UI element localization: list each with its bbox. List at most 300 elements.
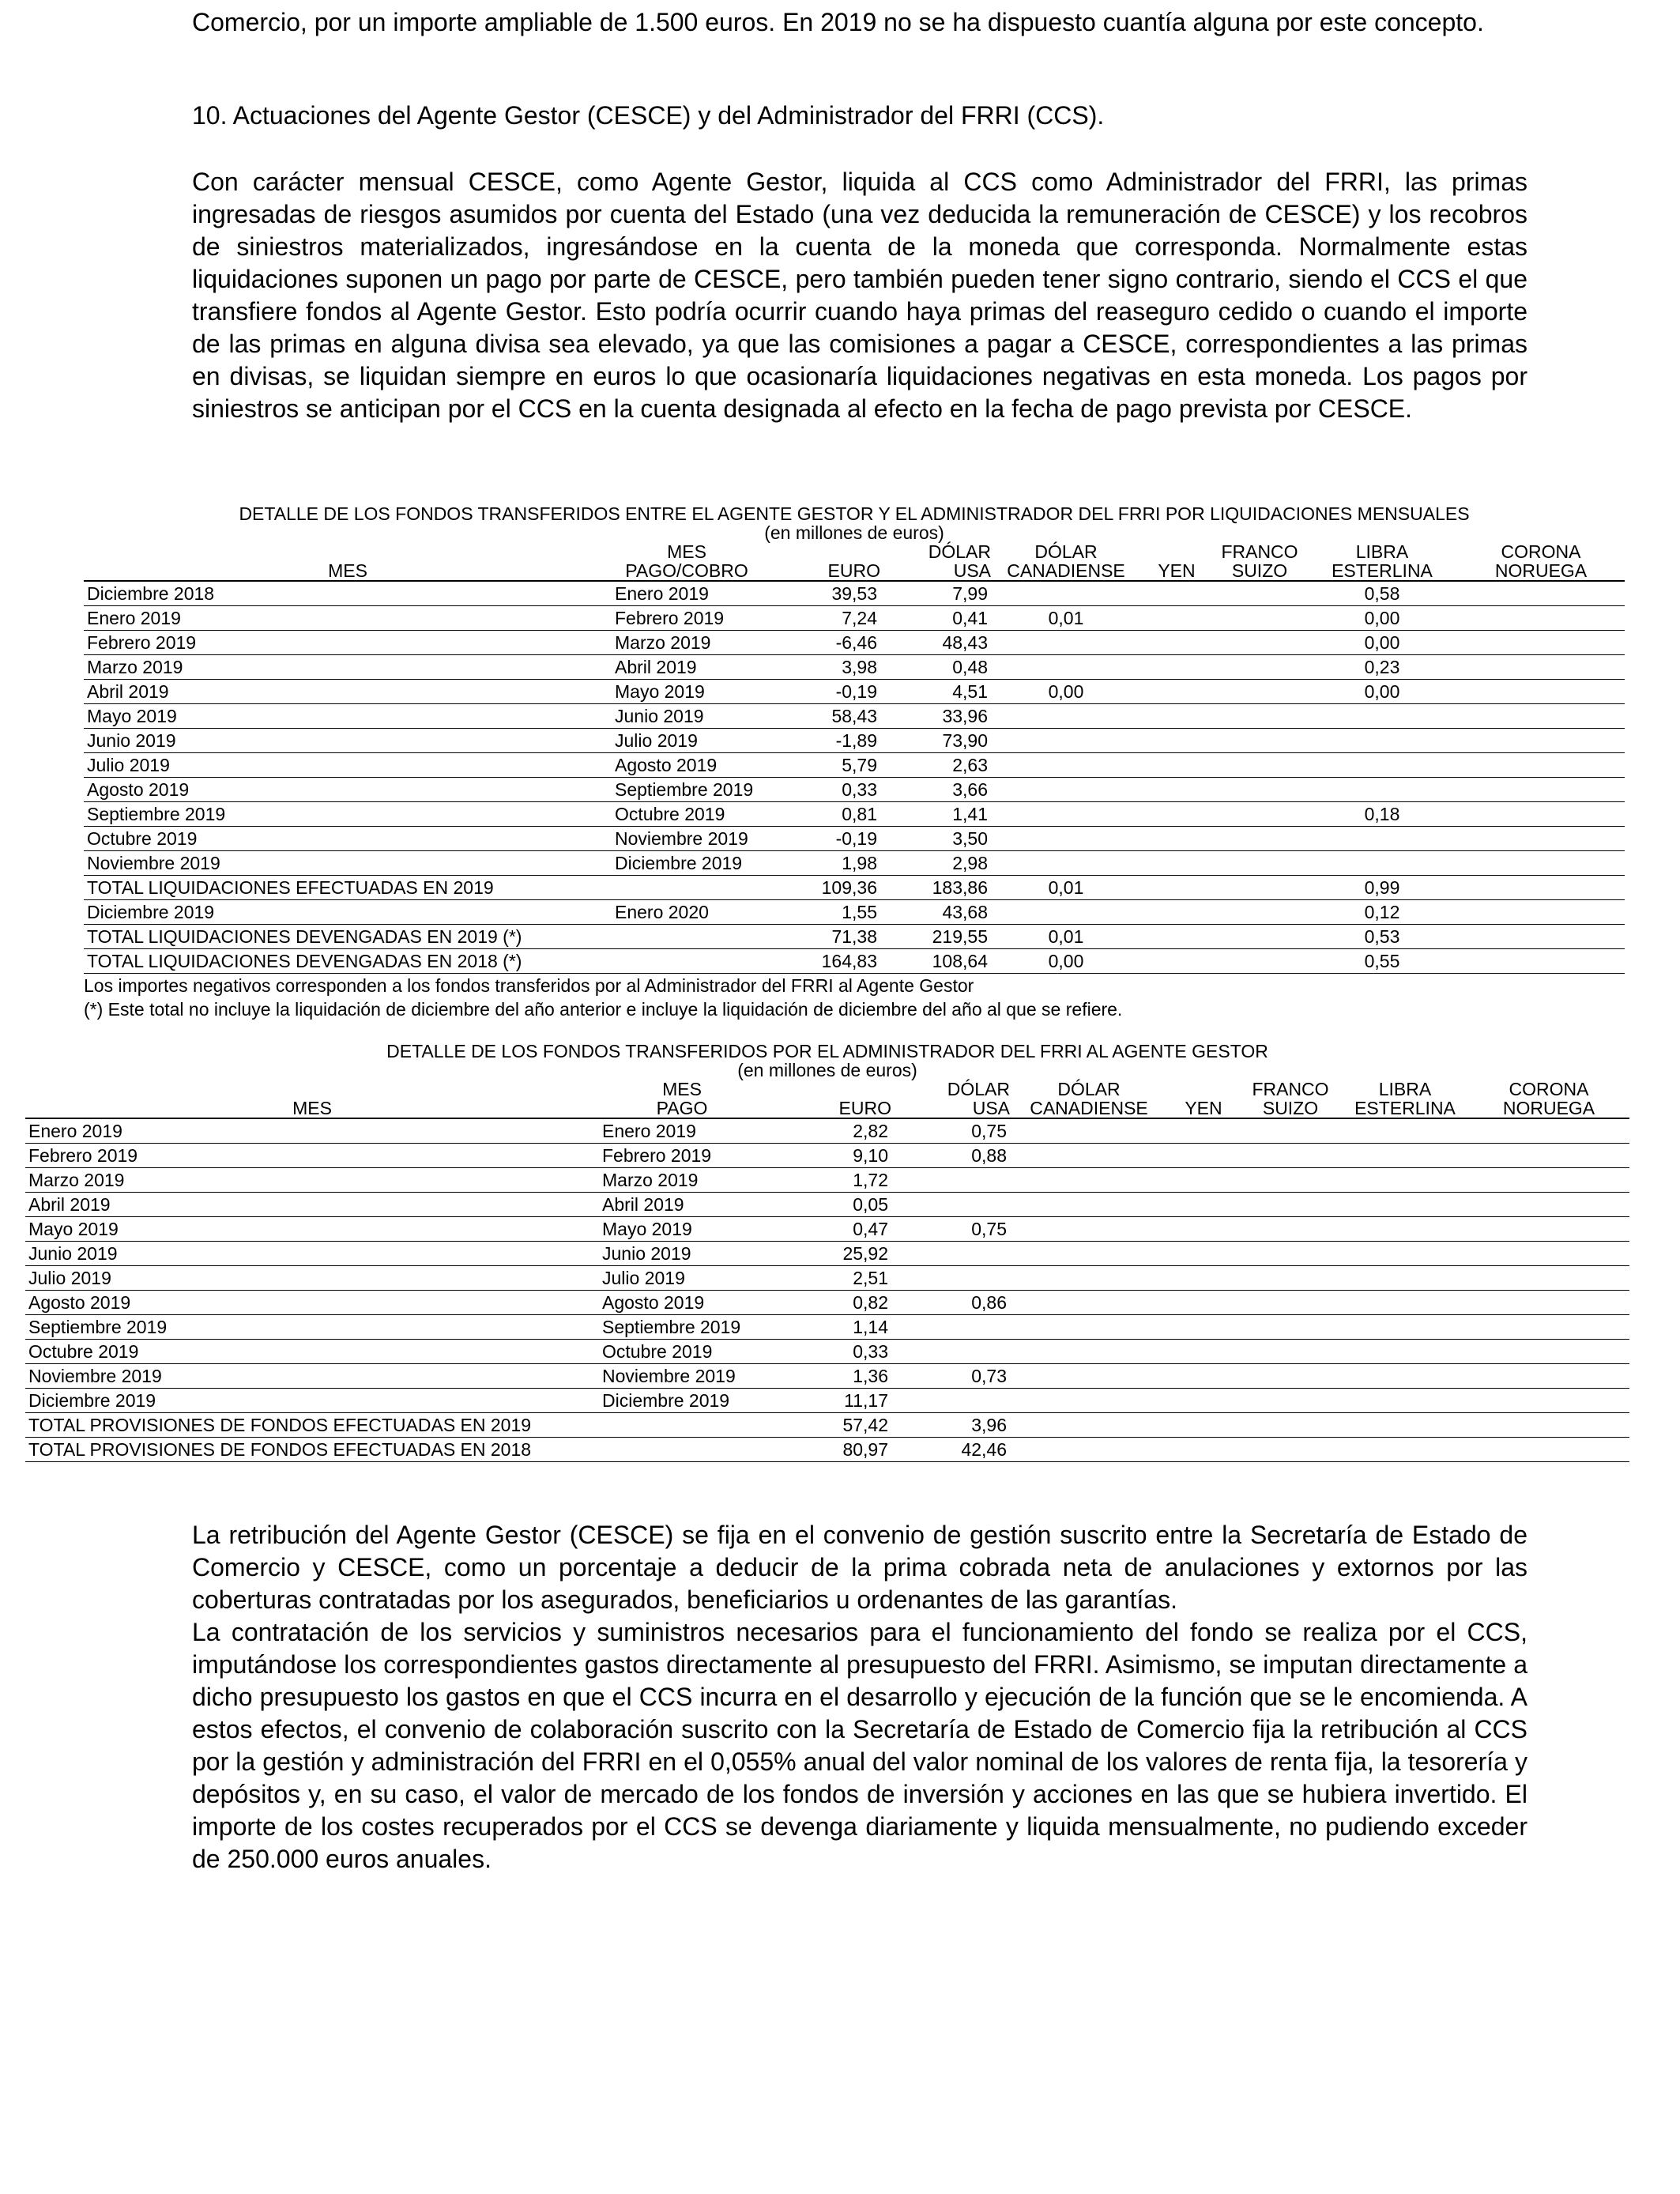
t1-cell-euro: -0,19: [762, 827, 880, 851]
t1-cell-libra-esterlina: [1307, 704, 1457, 729]
t1-cell-mes-pago: [612, 925, 762, 949]
t1-cell-corona-noruega: [1457, 949, 1625, 974]
t1-cell-mes: Enero 2019: [84, 606, 612, 631]
t1-cell-yen: [1141, 581, 1212, 606]
section-heading: 10. Actuaciones del Agente Gestor (CESCE) y del Administrador del FRRI (CCS).: [192, 101, 1105, 130]
table-row: [25, 1144, 1629, 1168]
table-1-grid: [84, 542, 1625, 974]
t2-cell-dolar-usa: 0,75: [891, 1217, 1010, 1242]
t2-cell-corona-noruega: [1468, 1315, 1629, 1340]
t1-cell-mes-pago: Abril 2019: [612, 655, 762, 680]
t1-cell-franco-suizo: [1212, 802, 1307, 827]
t1-cell-libra-esterlina: [1307, 778, 1457, 802]
t1-cell-dolar-usa: 0,41: [880, 606, 991, 631]
t2-cell-yen: [1168, 1315, 1239, 1340]
t1-cell-dolar-canadiense: [991, 753, 1141, 778]
table-row: [25, 1389, 1629, 1413]
t1-cell-dolar-canadiense: [991, 802, 1141, 827]
table-row: [25, 1168, 1629, 1193]
t1-cell-mes: Abril 2019: [84, 680, 612, 704]
t2-cell-dolar-usa: [891, 1266, 1010, 1291]
t2-cell-corona-noruega: [1468, 1193, 1629, 1217]
table-row: [25, 1315, 1629, 1340]
t1-cell-euro: 0,81: [762, 802, 880, 827]
t1-cell-euro: 71,38: [762, 925, 880, 949]
t1-cell-corona-noruega: [1457, 900, 1625, 925]
t2-cell-euro: 25,92: [765, 1242, 891, 1266]
t2-cell-mes: Mayo 2019: [25, 1217, 599, 1242]
table-row: [25, 1340, 1629, 1364]
t2-cell-yen: [1168, 1389, 1239, 1413]
t2-cell-mes: Octubre 2019: [25, 1340, 599, 1364]
t1-cell-yen: [1141, 949, 1212, 974]
th2-corona-2: NORUEGA: [1468, 1099, 1629, 1118]
table-row: [84, 606, 1625, 631]
t1-cell-mes-pago: Noviembre 2019: [612, 827, 762, 851]
t1-cell-dolar-usa: 2,98: [880, 851, 991, 876]
table-1: [84, 504, 1625, 1021]
t2-cell-mes-pago: Julio 2019: [599, 1266, 765, 1291]
t2-cell-dolar-canadiense: [1010, 1217, 1168, 1242]
t1-cell-mes-pago: Junio 2019: [612, 704, 762, 729]
t2-cell-mes-pago: Febrero 2019: [599, 1144, 765, 1168]
t2-cell-dolar-canadiense: [1010, 1315, 1168, 1340]
th2-mes: MES: [25, 1099, 599, 1118]
t1-cell-euro: 109,36: [762, 876, 880, 900]
t1-cell-corona-noruega: [1457, 827, 1625, 851]
t1-cell-euro: 3,98: [762, 655, 880, 680]
t2-cell-mes-pago: Agosto 2019: [599, 1291, 765, 1315]
t1-cell-mes-pago: Octubre 2019: [612, 802, 762, 827]
t1-cell-yen: [1141, 900, 1212, 925]
table-row: [84, 581, 1625, 606]
t1-cell-dolar-usa: 4,51: [880, 680, 991, 704]
t1-cell-yen: [1141, 631, 1212, 655]
closing-paragraph-2: La contratación de los servicios y suministros necesarios para el funcionamiento del fondo se realiza por el CCS, imputándose los correspondientes gastos directamente al presupuesto del FRRI. Asimismo, se imputan directamente a dicho presupuesto los gastos en que el CCS incurra en el desarrollo y ejecución de la función que se le encomienda. A estos efectos, el convenio de colaboración suscrito con la Secretaría de Estado de Comercio fija la retribución al CCS por la gestión y administración del FRRI en el 0,055% anual del valor nominal de los valores de renta fija, la tesorería y depósitos y, en su caso, el valor de mercado de los fondos de inversión y acciones en las que se hubiera invertido. El importe de los costes recuperados por el CCS se devenga diariamente y liquida mensualmente, no pudiendo exceder de 250.000 euros anuales.: [192, 1618, 1527, 1873]
t2-cell-corona-noruega: [1468, 1118, 1629, 1144]
t2-cell-mes: Julio 2019: [25, 1266, 599, 1291]
t2-cell-dolar-canadiense: [1010, 1118, 1168, 1144]
t2-cell-dolar-canadiense: [1010, 1266, 1168, 1291]
table-row: [25, 1438, 1629, 1462]
table-row: [84, 827, 1625, 851]
t1-cell-dolar-canadiense: [991, 900, 1141, 925]
t2-cell-yen: [1168, 1168, 1239, 1193]
t2-cell-mes: Abril 2019: [25, 1193, 599, 1217]
t1-cell-mes: Diciembre 2019: [84, 900, 612, 925]
t1-cell-dolar-canadiense: [991, 851, 1141, 876]
t2-cell-libra-esterlina: [1342, 1364, 1468, 1389]
t2-cell-dolar-usa: [891, 1242, 1010, 1266]
t2-cell-dolar-usa: [891, 1315, 1010, 1340]
t2-cell-dolar-usa: [891, 1340, 1010, 1364]
t1-cell-dolar-canadiense: [991, 704, 1141, 729]
t1-cell-mes-pago: Enero 2019: [612, 581, 762, 606]
table-row: [25, 1291, 1629, 1315]
t2-cell-libra-esterlina: [1342, 1389, 1468, 1413]
th2-yen: YEN: [1168, 1099, 1239, 1118]
t2-cell-euro: 0,82: [765, 1291, 891, 1315]
t2-cell-dolar-usa: [891, 1168, 1010, 1193]
table-row: [84, 802, 1625, 827]
t2-cell-franco-suizo: [1239, 1389, 1342, 1413]
t1-cell-libra-esterlina: 0,23: [1307, 655, 1457, 680]
t1-cell-mes: Diciembre 2018: [84, 581, 612, 606]
t2-cell-mes-pago: Diciembre 2019: [599, 1389, 765, 1413]
t2-cell-euro: 57,42: [765, 1413, 891, 1438]
t1-cell-libra-esterlina: [1307, 851, 1457, 876]
closing-paragraph-1: La retribución del Agente Gestor (CESCE) se fija en el convenio de gestión suscrito entre la Secretaría de Estado de Comercio y CESCE, como un porcentaje a deducir de la prima cobrada neta de anulaciones y extornos por las coberturas contratadas por los asegurados, beneficiarios u ordenantes de las garantías.: [192, 1521, 1527, 1614]
t1-cell-yen: [1141, 851, 1212, 876]
table-row: [84, 704, 1625, 729]
t1-cell-mes-pago: Septiembre 2019: [612, 778, 762, 802]
t2-cell-franco-suizo: [1239, 1242, 1342, 1266]
t1-cell-dolar-canadiense: [991, 655, 1141, 680]
t2-cell-dolar-canadiense: [1010, 1168, 1168, 1193]
t2-cell-mes: Febrero 2019: [25, 1144, 599, 1168]
t1-cell-libra-esterlina: 0,00: [1307, 606, 1457, 631]
table-row: [25, 1217, 1629, 1242]
table-row: [25, 1193, 1629, 1217]
t1-cell-franco-suizo: [1212, 581, 1307, 606]
t2-cell-euro: 0,33: [765, 1340, 891, 1364]
th2-dolar-can-1: DÓLAR: [1057, 1079, 1121, 1099]
t2-cell-mes-pago: Noviembre 2019: [599, 1364, 765, 1389]
t2-cell-euro: 0,47: [765, 1217, 891, 1242]
t2-cell-franco-suizo: [1239, 1340, 1342, 1364]
t1-cell-dolar-usa: 43,68: [880, 900, 991, 925]
table-2-grid: [25, 1080, 1629, 1462]
th-libra-1: LIBRA: [1355, 541, 1409, 562]
th2-mes-pago-2: PAGO: [599, 1099, 765, 1118]
t2-cell-dolar-canadiense: [1010, 1364, 1168, 1389]
t1-cell-corona-noruega: [1457, 655, 1625, 680]
t2-cell-mes: Agosto 2019: [25, 1291, 599, 1315]
table-row: [84, 680, 1625, 704]
th-franco-2: SUIZO: [1212, 561, 1307, 581]
t1-cell-dolar-usa: 3,50: [880, 827, 991, 851]
t2-cell-mes-pago: Septiembre 2019: [599, 1315, 765, 1340]
t1-cell-libra-esterlina: 0,58: [1307, 581, 1457, 606]
th2-libra-1: LIBRA: [1378, 1079, 1432, 1099]
t1-cell-euro: -1,89: [762, 729, 880, 753]
t2-cell-franco-suizo: [1239, 1168, 1342, 1193]
t1-cell-dolar-usa: 73,90: [880, 729, 991, 753]
t2-cell-franco-suizo: [1239, 1118, 1342, 1144]
t1-cell-yen: [1141, 606, 1212, 631]
t1-cell-yen: [1141, 655, 1212, 680]
t2-cell-franco-suizo: [1239, 1438, 1342, 1462]
t1-cell-franco-suizo: [1212, 876, 1307, 900]
t1-cell-franco-suizo: [1212, 925, 1307, 949]
t1-cell-dolar-canadiense: 0,00: [991, 949, 1141, 974]
table-row: [84, 778, 1625, 802]
t2-cell-franco-suizo: [1239, 1413, 1342, 1438]
t1-cell-mes: Septiembre 2019: [84, 802, 612, 827]
t1-cell-yen: [1141, 778, 1212, 802]
t2-cell-yen: [1168, 1438, 1239, 1462]
t1-cell-dolar-usa: 3,66: [880, 778, 991, 802]
t1-cell-libra-esterlina: [1307, 729, 1457, 753]
t2-cell-corona-noruega: [1468, 1340, 1629, 1364]
t2-cell-euro: 80,97: [765, 1438, 891, 1462]
table-2-subtitle: (en millones de euros): [737, 1060, 917, 1080]
t1-cell-mes: Mayo 2019: [84, 704, 612, 729]
th-mes-pago-1: MES: [667, 541, 706, 562]
t2-cell-libra-esterlina: [1342, 1168, 1468, 1193]
t2-cell-yen: [1168, 1193, 1239, 1217]
t2-cell-franco-suizo: [1239, 1193, 1342, 1217]
t1-cell-dolar-usa: 33,96: [880, 704, 991, 729]
t1-cell-yen: [1141, 802, 1212, 827]
t2-cell-libra-esterlina: [1342, 1144, 1468, 1168]
t1-cell-libra-esterlina: 0,99: [1307, 876, 1457, 900]
t1-cell-euro: 7,24: [762, 606, 880, 631]
t2-cell-mes-pago: Mayo 2019: [599, 1217, 765, 1242]
table-row: [84, 925, 1625, 949]
t1-cell-franco-suizo: [1212, 606, 1307, 631]
t1-cell-dolar-canadiense: 0,00: [991, 680, 1141, 704]
t1-cell-libra-esterlina: [1307, 753, 1457, 778]
t2-cell-dolar-canadiense: [1010, 1242, 1168, 1266]
table-row: [25, 1364, 1629, 1389]
th-yen: YEN: [1141, 561, 1212, 581]
t1-cell-euro: 0,33: [762, 778, 880, 802]
t2-cell-mes-pago: [599, 1413, 765, 1438]
t1-cell-euro: -6,46: [762, 631, 880, 655]
t1-cell-dolar-usa: 183,86: [880, 876, 991, 900]
table-row: [25, 1413, 1629, 1438]
t2-cell-corona-noruega: [1468, 1168, 1629, 1193]
t2-cell-euro: 1,36: [765, 1364, 891, 1389]
t2-cell-libra-esterlina: [1342, 1340, 1468, 1364]
table-row: [84, 631, 1625, 655]
th-libra-2: ESTERLINA: [1307, 561, 1457, 581]
t2-cell-libra-esterlina: [1342, 1242, 1468, 1266]
th2-euro: EURO: [765, 1099, 891, 1118]
t1-cell-mes: Noviembre 2019: [84, 851, 612, 876]
t2-cell-yen: [1168, 1118, 1239, 1144]
t1-cell-dolar-canadiense: 0,01: [991, 606, 1141, 631]
t2-cell-libra-esterlina: [1342, 1118, 1468, 1144]
th2-franco-1: FRANCO: [1252, 1079, 1329, 1099]
th-dolar-usa-1: DÓLAR: [928, 541, 991, 562]
t1-cell-corona-noruega: [1457, 778, 1625, 802]
t2-cell-dolar-usa: [891, 1389, 1010, 1413]
t2-cell-yen: [1168, 1340, 1239, 1364]
t2-cell-dolar-usa: 42,46: [891, 1438, 1010, 1462]
t2-cell-corona-noruega: [1468, 1413, 1629, 1438]
t2-cell-mes: Noviembre 2019: [25, 1364, 599, 1389]
t1-cell-dolar-usa: 48,43: [880, 631, 991, 655]
t1-cell-corona-noruega: [1457, 581, 1625, 606]
t1-cell-dolar-usa: 0,48: [880, 655, 991, 680]
t1-cell-libra-esterlina: 0,53: [1307, 925, 1457, 949]
t2-cell-dolar-usa: 0,75: [891, 1118, 1010, 1144]
t2-cell-franco-suizo: [1239, 1315, 1342, 1340]
t1-cell-mes: Agosto 2019: [84, 778, 612, 802]
t2-cell-libra-esterlina: [1342, 1438, 1468, 1462]
table-row: [25, 1242, 1629, 1266]
t1-cell-mes: Marzo 2019: [84, 655, 612, 680]
t2-cell-yen: [1168, 1217, 1239, 1242]
t1-cell-dolar-canadiense: [991, 631, 1141, 655]
t1-cell-dolar-canadiense: 0,01: [991, 925, 1141, 949]
t2-cell-mes: Junio 2019: [25, 1242, 599, 1266]
t1-cell-euro: 58,43: [762, 704, 880, 729]
t2-cell-corona-noruega: [1468, 1291, 1629, 1315]
t1-cell-mes-pago: Julio 2019: [612, 729, 762, 753]
t1-cell-franco-suizo: [1212, 631, 1307, 655]
table-row: [25, 1118, 1629, 1144]
t1-cell-corona-noruega: [1457, 729, 1625, 753]
t2-cell-dolar-canadiense: [1010, 1144, 1168, 1168]
t2-cell-euro: 0,05: [765, 1193, 891, 1217]
t1-cell-dolar-usa: 108,64: [880, 949, 991, 974]
t2-cell-mes-pago: [599, 1438, 765, 1462]
t1-cell-mes-pago: Agosto 2019: [612, 753, 762, 778]
t1-cell-mes-pago: Mayo 2019: [612, 680, 762, 704]
table-2-title: DETALLE DE LOS FONDOS TRANSFERIDOS POR EL ADMINISTRADOR DEL FRRI AL AGENTE GESTOR: [386, 1041, 1268, 1061]
t1-cell-corona-noruega: [1457, 753, 1625, 778]
t2-cell-euro: 2,51: [765, 1266, 891, 1291]
t2-cell-corona-noruega: [1468, 1144, 1629, 1168]
table-row: [84, 655, 1625, 680]
t2-cell-mes-pago: Junio 2019: [599, 1242, 765, 1266]
t2-cell-yen: [1168, 1364, 1239, 1389]
th2-franco-2: SUIZO: [1239, 1099, 1342, 1118]
t2-cell-dolar-usa: [891, 1193, 1010, 1217]
t2-cell-libra-esterlina: [1342, 1413, 1468, 1438]
t1-cell-yen: [1141, 729, 1212, 753]
t2-cell-dolar-canadiense: [1010, 1193, 1168, 1217]
t1-cell-franco-suizo: [1212, 851, 1307, 876]
t2-cell-yen: [1168, 1242, 1239, 1266]
th2-dolar-usa-2: USA: [891, 1099, 1010, 1118]
t1-cell-euro: 164,83: [762, 949, 880, 974]
t2-cell-mes-pago: Octubre 2019: [599, 1340, 765, 1364]
th-dolar-can-2: CANADIENSE: [991, 561, 1141, 581]
t2-cell-mes: Marzo 2019: [25, 1168, 599, 1193]
t1-cell-mes: TOTAL LIQUIDACIONES EFECTUADAS EN 2019: [84, 876, 612, 900]
t2-cell-dolar-canadiense: [1010, 1438, 1168, 1462]
t2-cell-libra-esterlina: [1342, 1217, 1468, 1242]
t1-cell-dolar-canadiense: 0,01: [991, 876, 1141, 900]
t2-cell-mes: TOTAL PROVISIONES DE FONDOS EFECTUADAS EN 2018: [25, 1438, 599, 1462]
t1-cell-dolar-canadiense: [991, 827, 1141, 851]
t2-cell-yen: [1168, 1266, 1239, 1291]
t2-cell-yen: [1168, 1413, 1239, 1438]
t1-cell-mes-pago: Diciembre 2019: [612, 851, 762, 876]
table-2: [25, 1042, 1629, 1462]
t2-cell-euro: 2,82: [765, 1118, 891, 1144]
t2-cell-euro: 1,14: [765, 1315, 891, 1340]
t1-cell-franco-suizo: [1212, 900, 1307, 925]
t1-cell-mes: TOTAL LIQUIDACIONES DEVENGADAS EN 2018 (*): [84, 949, 612, 974]
t2-cell-libra-esterlina: [1342, 1291, 1468, 1315]
t1-cell-dolar-usa: 219,55: [880, 925, 991, 949]
t1-cell-dolar-canadiense: [991, 581, 1141, 606]
t1-cell-libra-esterlina: 0,12: [1307, 900, 1457, 925]
t1-cell-euro: 39,53: [762, 581, 880, 606]
t1-cell-mes-pago: [612, 949, 762, 974]
t1-cell-franco-suizo: [1212, 680, 1307, 704]
t2-cell-libra-esterlina: [1342, 1266, 1468, 1291]
t1-cell-franco-suizo: [1212, 778, 1307, 802]
t1-cell-euro: 1,98: [762, 851, 880, 876]
t1-cell-dolar-canadiense: [991, 778, 1141, 802]
t1-cell-corona-noruega: [1457, 802, 1625, 827]
t2-cell-mes: Diciembre 2019: [25, 1389, 599, 1413]
t1-cell-mes-pago: Marzo 2019: [612, 631, 762, 655]
th2-mes-pago-1: MES: [662, 1079, 702, 1099]
t2-cell-franco-suizo: [1239, 1266, 1342, 1291]
t2-cell-corona-noruega: [1468, 1266, 1629, 1291]
th-mes-pago-2: PAGO/COBRO: [612, 561, 762, 581]
t1-cell-mes: Octubre 2019: [84, 827, 612, 851]
t2-cell-franco-suizo: [1239, 1217, 1342, 1242]
t2-cell-mes-pago: Enero 2019: [599, 1118, 765, 1144]
table-1-title: DETALLE DE LOS FONDOS TRANSFERIDOS ENTRE EL AGENTE GESTOR Y EL ADMINISTRADOR DEL FRRI POR LIQUIDACIONES MENSUALES: [239, 503, 1470, 524]
table-row: [84, 876, 1625, 900]
t2-cell-corona-noruega: [1468, 1389, 1629, 1413]
t1-cell-corona-noruega: [1457, 876, 1625, 900]
th-corona-2: NORUEGA: [1457, 561, 1625, 581]
t1-cell-yen: [1141, 876, 1212, 900]
t2-cell-dolar-canadiense: [1010, 1291, 1168, 1315]
t2-cell-dolar-usa: 0,88: [891, 1144, 1010, 1168]
t1-cell-libra-esterlina: 0,18: [1307, 802, 1457, 827]
th-euro: EURO: [762, 561, 880, 581]
table-row: [84, 900, 1625, 925]
t1-cell-mes: Febrero 2019: [84, 631, 612, 655]
intro-body: Con carácter mensual CESCE, como Agente Gestor, liquida al CCS como Administrador del FRRI, las primas ingresadas de riesgos asumidos por cuenta del Estado (una vez deducida la remuneración de CESCE) y los recobros de siniestros materializados, ingresándose en la cuenta de la moneda que corresponda. Normalmente estas liquidaciones suponen un pago por parte de CESCE, pero también pueden tener signo contrario, siendo el CCS el que transfiere fondos al Agente Gestor. Esto podría ocurrir cuando haya primas del reaseguro cedido o cuando el importe de las primas en alguna divisa sea elevado, ya que las comisiones a pagar a CESCE, correspondientes a las primas en divisas, se liquidan siempre en euros lo que ocasionaría liquidaciones negativas en esta moneda. Los pagos por siniestros se anticipan por el CCS en la cuenta designada al efecto en la fecha de pago prevista por CESCE.: [192, 168, 1527, 423]
t1-cell-corona-noruega: [1457, 925, 1625, 949]
t1-cell-dolar-usa: 1,41: [880, 802, 991, 827]
th2-dolar-usa-1: DÓLAR: [947, 1079, 1010, 1099]
table-1-subtitle: (en millones de euros): [764, 522, 944, 543]
th-franco-1: FRANCO: [1221, 541, 1298, 562]
t1-cell-libra-esterlina: [1307, 827, 1457, 851]
t1-cell-dolar-usa: 7,99: [880, 581, 991, 606]
intro-continuation: Comercio, por un importe ampliable de 1.500 euros. En 2019 no se ha dispuesto cuantía alguna por este concepto.: [192, 8, 1484, 36]
t2-cell-franco-suizo: [1239, 1144, 1342, 1168]
table-row: [84, 949, 1625, 974]
t1-cell-corona-noruega: [1457, 704, 1625, 729]
t2-cell-euro: 11,17: [765, 1389, 891, 1413]
t2-cell-corona-noruega: [1468, 1438, 1629, 1462]
t1-cell-franco-suizo: [1212, 827, 1307, 851]
t2-cell-yen: [1168, 1291, 1239, 1315]
t2-cell-yen: [1168, 1144, 1239, 1168]
t2-cell-libra-esterlina: [1342, 1315, 1468, 1340]
t2-cell-euro: 1,72: [765, 1168, 891, 1193]
table-row: [84, 729, 1625, 753]
t2-cell-mes: TOTAL PROVISIONES DE FONDOS EFECTUADAS EN 2019: [25, 1413, 599, 1438]
t2-cell-dolar-canadiense: [1010, 1340, 1168, 1364]
table-1-note-asterisk: (*) Este total no incluye la liquidación de diciembre del año anterior e incluye la liquidación de diciembre del año al que se refiere.: [84, 999, 1123, 1020]
t1-cell-franco-suizo: [1212, 704, 1307, 729]
t2-cell-dolar-canadiense: [1010, 1413, 1168, 1438]
t2-cell-dolar-canadiense: [1010, 1389, 1168, 1413]
th2-libra-2: ESTERLINA: [1342, 1099, 1468, 1118]
t1-cell-yen: [1141, 925, 1212, 949]
t2-cell-mes-pago: Abril 2019: [599, 1193, 765, 1217]
t1-cell-mes: Julio 2019: [84, 753, 612, 778]
t1-cell-libra-esterlina: 0,00: [1307, 680, 1457, 704]
t2-cell-dolar-usa: 0,86: [891, 1291, 1010, 1315]
t1-cell-dolar-canadiense: [991, 729, 1141, 753]
